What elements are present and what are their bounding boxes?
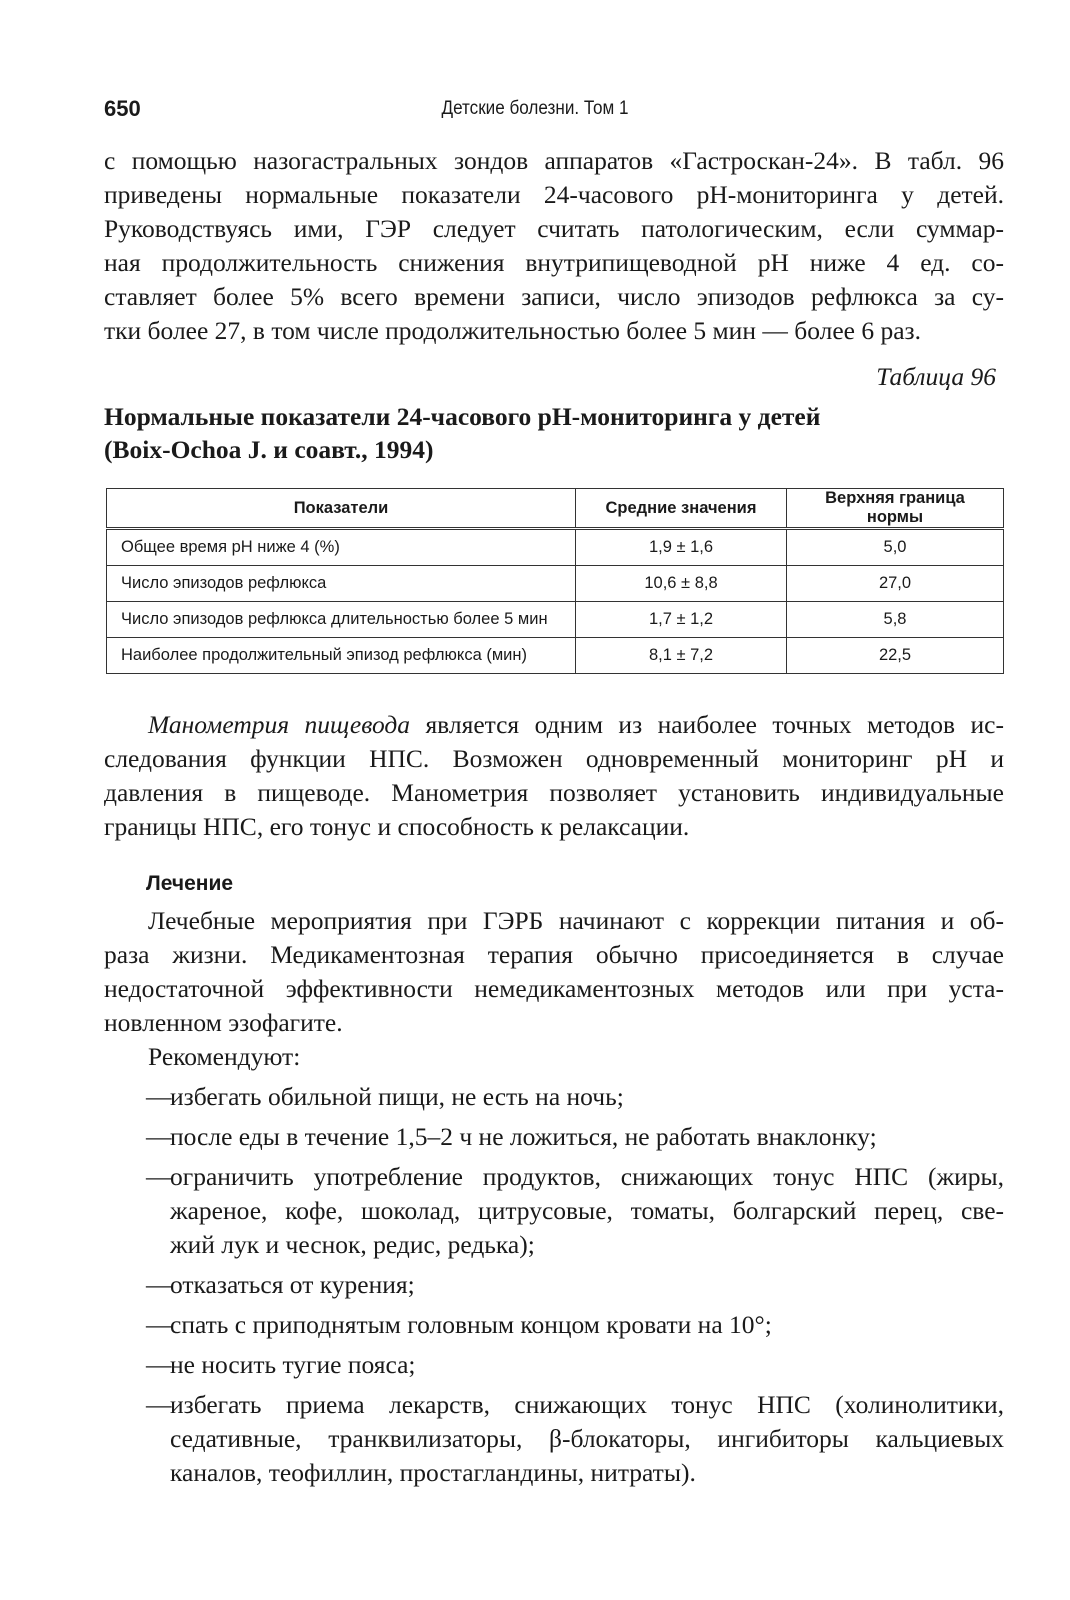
text-line: жий лук и чеснок, редис, редька);	[170, 1230, 535, 1259]
text-line: после еды в течение 1,5–2 ч не ложиться, не работать внаклонку;	[170, 1122, 877, 1151]
italic-term: Манометрия пищевода	[148, 710, 411, 739]
paragraph-intro	[104, 144, 1004, 348]
column-header: Верхняя граница нормы	[787, 489, 1004, 529]
table-header-row	[107, 489, 1004, 529]
ph-monitoring-table	[106, 488, 1004, 674]
text-line: каналов, теофиллин, простагландины, нитраты).	[170, 1458, 696, 1487]
dash-marker: —	[146, 1082, 172, 1111]
dash-marker: —	[146, 1350, 172, 1379]
text-line: ограничить употребление продуктов, снижающих тонус НПС (жиры,	[170, 1162, 1004, 1191]
text-line: ная продолжительность снижения внутрипищеводной рН ниже 4 ед. со-	[104, 248, 1004, 277]
table-cell: Наиболее продолжительный эпизод рефлюкса (мин)	[107, 638, 576, 674]
text-line: границы НПС, его тонус и способность к релаксации.	[104, 812, 690, 841]
text-line: тки более 27, в том числе продолжительностью более 5 мин — более 6 раз.	[104, 316, 921, 345]
list-item	[146, 1160, 1004, 1262]
list-item	[146, 1388, 1004, 1490]
column-header: Средние значения	[576, 489, 787, 529]
table-cell: 8,1 ± 7,2	[576, 638, 787, 674]
paragraph-manometry	[104, 708, 1004, 844]
text-line: ставляет более 5% всего времени записи, число эпизодов рефлюкса за су-	[104, 282, 1004, 311]
text-line: седативные, транквилизаторы, β-блокаторы, ингибиторы кальциевых	[170, 1424, 1004, 1453]
text-line: новленном эзофагите.	[104, 1008, 343, 1037]
table-cell: 1,9 ± 1,6	[576, 529, 787, 566]
column-header: Показатели	[107, 489, 576, 529]
table-cell: 5,8	[787, 602, 1004, 638]
running-head	[0, 96, 1070, 126]
book-title: Детские болезни. Том 1	[441, 98, 629, 119]
table-row	[107, 638, 1004, 674]
table-cell: 1,7 ± 1,2	[576, 602, 787, 638]
paragraph-treatment	[104, 904, 1004, 1040]
recommendations-list	[146, 1080, 1004, 1496]
section-heading: Лечение	[146, 872, 234, 895]
table-cell: Общее время рН ниже 4 (%)	[107, 529, 576, 566]
text-line: раза жизни. Медикаментозная терапия обычно присоединяется в случае	[104, 940, 1004, 969]
list-item	[146, 1268, 1004, 1302]
list-item	[146, 1120, 1004, 1154]
text-line: жареное, кофе, шоколад, цитрусовые, томаты, болгарский перец, све-	[170, 1196, 1004, 1225]
list-item	[146, 1348, 1004, 1382]
table-row	[107, 529, 1004, 566]
text-fragment: является одним из наиболее точных методов ис-	[410, 710, 1004, 739]
text-line: Руководствуясь ими, ГЭР следует считать патологическим, если суммар-	[104, 214, 1004, 243]
text-line: Рекомендуют:	[148, 1042, 301, 1071]
dash-marker: —	[146, 1270, 172, 1299]
dash-marker: —	[146, 1310, 172, 1339]
table-cell: Число эпизодов рефлюкса	[107, 566, 576, 602]
table-cell: 5,0	[787, 529, 1004, 566]
text-line: отказаться от курения;	[170, 1270, 415, 1299]
list-item	[146, 1308, 1004, 1342]
table-row	[107, 602, 1004, 638]
text-line: с помощью назогастральных зондов аппаратов «Гастроскан-24». В табл. 96	[104, 146, 1004, 175]
table-title-line: Нормальные показатели 24-часового рН-мониторинга у детей	[104, 402, 821, 431]
table-caption: Таблица 96	[876, 362, 996, 391]
text-line: недостаточной эффективности немедикаментозных методов или при уста-	[104, 974, 1004, 1003]
text-line: давления в пищеводе. Манометрия позволяет установить индивидуальные	[104, 778, 1004, 807]
dash-marker: —	[146, 1390, 172, 1419]
table-cell: 22,5	[787, 638, 1004, 674]
recommend-label	[104, 1040, 1004, 1074]
text-line: избегать приема лекарств, снижающих тонус НПС (холинолитики,	[170, 1390, 1004, 1419]
text-line	[104, 708, 1004, 742]
table-row	[107, 566, 1004, 602]
text-line: избегать обильной пищи, не есть на ночь;	[170, 1082, 624, 1111]
dash-marker: —	[146, 1122, 172, 1151]
table-title	[104, 400, 1004, 466]
text-line: следования функции НПС. Возможен одновременный мониторинг рН и	[104, 744, 1004, 773]
table-title-line: (Boix-Ochoa J. и соавт., 1994)	[104, 435, 434, 464]
list-item	[146, 1080, 1004, 1114]
text-line: не носить тугие пояса;	[170, 1350, 416, 1379]
table-cell: 27,0	[787, 566, 1004, 602]
text-line: приведены нормальные показатели 24-часового рН-мониторинга у детей.	[104, 180, 1004, 209]
table-cell: 10,6 ± 8,8	[576, 566, 787, 602]
text-line: спать с приподнятым головным концом кровати на 10°;	[170, 1310, 772, 1339]
dash-marker: —	[146, 1162, 172, 1191]
text-line: Лечебные мероприятия при ГЭРБ начинают с коррекции питания и об-	[148, 906, 1004, 935]
page-number: 650	[104, 96, 141, 121]
table-cell: Число эпизодов рефлюкса длительностью более 5 мин	[107, 602, 576, 638]
